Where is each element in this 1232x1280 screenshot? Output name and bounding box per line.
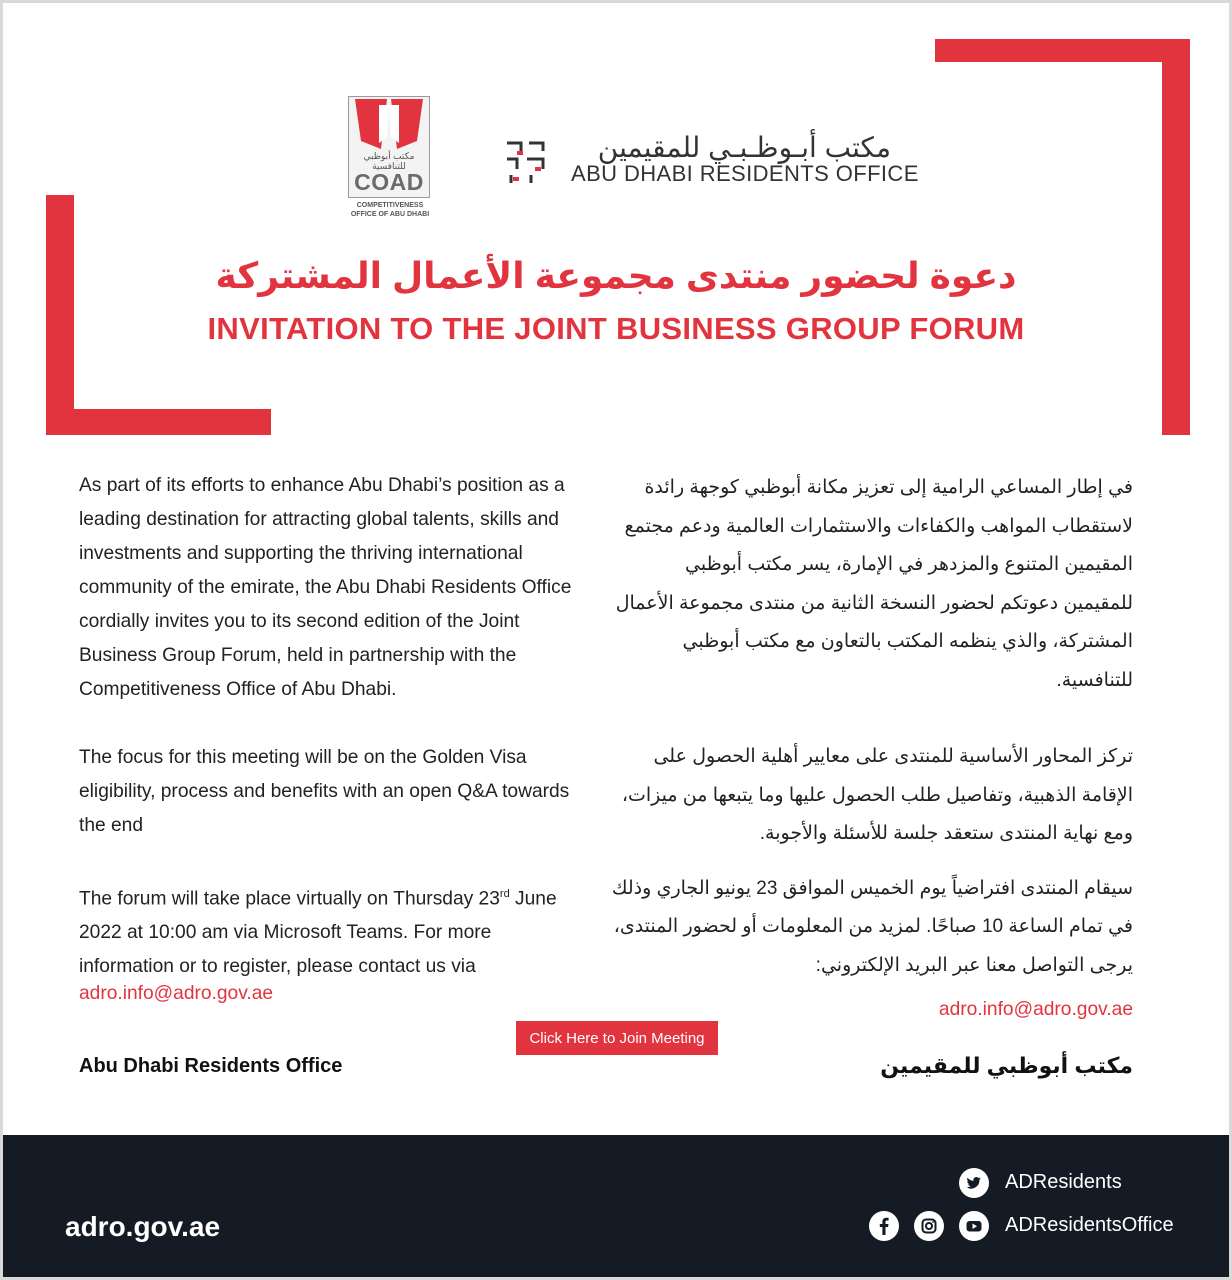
invitation-page: [3, 3, 1229, 1277]
frame-bar-top-right-vertical: [1162, 39, 1190, 435]
twitter-handle[interactable]: ADResidents: [1005, 1171, 1122, 1193]
facebook-icon[interactable]: [869, 1211, 899, 1241]
arabic-paragraph-2: تركز المحاور الأساسية للمنتدى على معايير أهلية الحصول على الإقامة الذهبية، وتفاصيل طلب الحصول عليها وما يتبعها من ميزات، ومع نهاية المنتدى ستعقد جلسة للأسئلة والأجوبة.: [621, 746, 1133, 844]
coad-emblem-icon: [349, 97, 429, 153]
arabic-column: [611, 469, 1133, 985]
twitter-icon[interactable]: [959, 1168, 989, 1198]
adro-logo: [503, 131, 919, 191]
facebook-glyph: [869, 1211, 899, 1241]
footer: [3, 1135, 1229, 1277]
title-english: INVITATION TO THE JOINT BUSINESS GROUP FORUM: [207, 311, 1025, 346]
english-paragraph-1: As part of its efforts to enhance Abu Dhabi’s position as a leading destination for attracting global talents, skills and investments and supporting the thriving international community of the emirate, the Abu Dhabi Residents Office cordially invites you to its second edition of the Joint Business Group Forum, held in partnership with the Competitiveness Office of Abu Dhabi.: [79, 475, 572, 700]
twitter-bird-glyph: [959, 1168, 989, 1198]
english-paragraph-3-end: June 2022 at 10:00 am via Microsoft Teams. For more information or to register, please contact us via: [79, 888, 557, 978]
social-handle[interactable]: ADResidentsOffice: [1005, 1214, 1174, 1236]
adro-emblem-icon: [503, 137, 551, 185]
english-signature: Abu Dhabi Residents Office: [79, 1055, 343, 1077]
english-paragraph-3-start: The forum will take place virtually on Thursday 23: [79, 888, 500, 910]
english-column: [79, 469, 589, 984]
coad-logo: [348, 96, 434, 221]
coad-arabic-name: مكتب أبوظبي للتنافسية: [363, 151, 415, 171]
website-link[interactable]: adro.gov.ae: [65, 1211, 221, 1242]
frame-bar-top-right-horizontal: [935, 39, 1190, 62]
frame-bar-bottom-left-horizontal: [46, 409, 271, 435]
adro-arabic-name: مكتب أبـوظـبـي للمقيمين: [597, 132, 891, 163]
instagram-glyph: [914, 1211, 944, 1241]
arabic-paragraph-1: في إطار المساعي الرامية إلى تعزيز مكانة أبوظبي كوجهة رائدة لاستقطاب المواهب والكفاءات والاستثمارات العالمية ودعم مجتمع المقيمين المتنوع والمزدهر في الإمارة، يسر مكتب أبوظبي للمقيمين دعوتكم لحضور النسخة الثانية من منتدى مجموعة الأعمال المشتركة، والذي ينظمه المكتب بالتعاون مع مكتب أبوظبي للتنافسية.: [615, 477, 1133, 691]
coad-subtitle-line2: OFFICE OF ABU DHABI: [350, 211, 430, 218]
arabic-email-link[interactable]: adro.info@adro.gov.ae: [938, 999, 1133, 1020]
youtube-icon[interactable]: [959, 1211, 989, 1241]
english-email-link[interactable]: adro.info@adro.gov.ae: [79, 983, 274, 1004]
coad-subtitle-line1: COMPETITIVENESS: [356, 202, 424, 209]
english-paragraph-2: The focus for this meeting will be on the Golden Visa eligibility, process and benefits with an open Q&A towards the end: [79, 747, 570, 836]
adro-english-name: ABU DHABI RESIDENTS OFFICE: [571, 161, 919, 186]
coad-subtitle: [344, 201, 436, 219]
arabic-signature: مكتب أبوظبي للمقيمين: [880, 1053, 1133, 1078]
english-ordinal-suffix: rd: [499, 888, 510, 900]
arabic-paragraph-3: سيقام المنتدى افتراضياً يوم الخميس الموافق 23 يونيو الجاري وذلك في تمام الساعة 10 صباحًا. لمزيد من المعلومات أو لحضور المنتدى، يرجى التواصل معنا عبر البريد الإلكتروني:: [611, 877, 1133, 976]
youtube-glyph: [959, 1211, 989, 1241]
coad-logo-box: [348, 96, 430, 198]
coad-wordmark: COAD: [354, 169, 424, 195]
english-paragraph-3: [79, 877, 589, 984]
join-meeting-button[interactable]: Click Here to Join Meeting: [516, 1021, 718, 1055]
title-arabic: دعوة لحضور منتدى مجموعة الأعمال المشتركة: [215, 255, 1017, 296]
instagram-icon[interactable]: [914, 1211, 944, 1241]
